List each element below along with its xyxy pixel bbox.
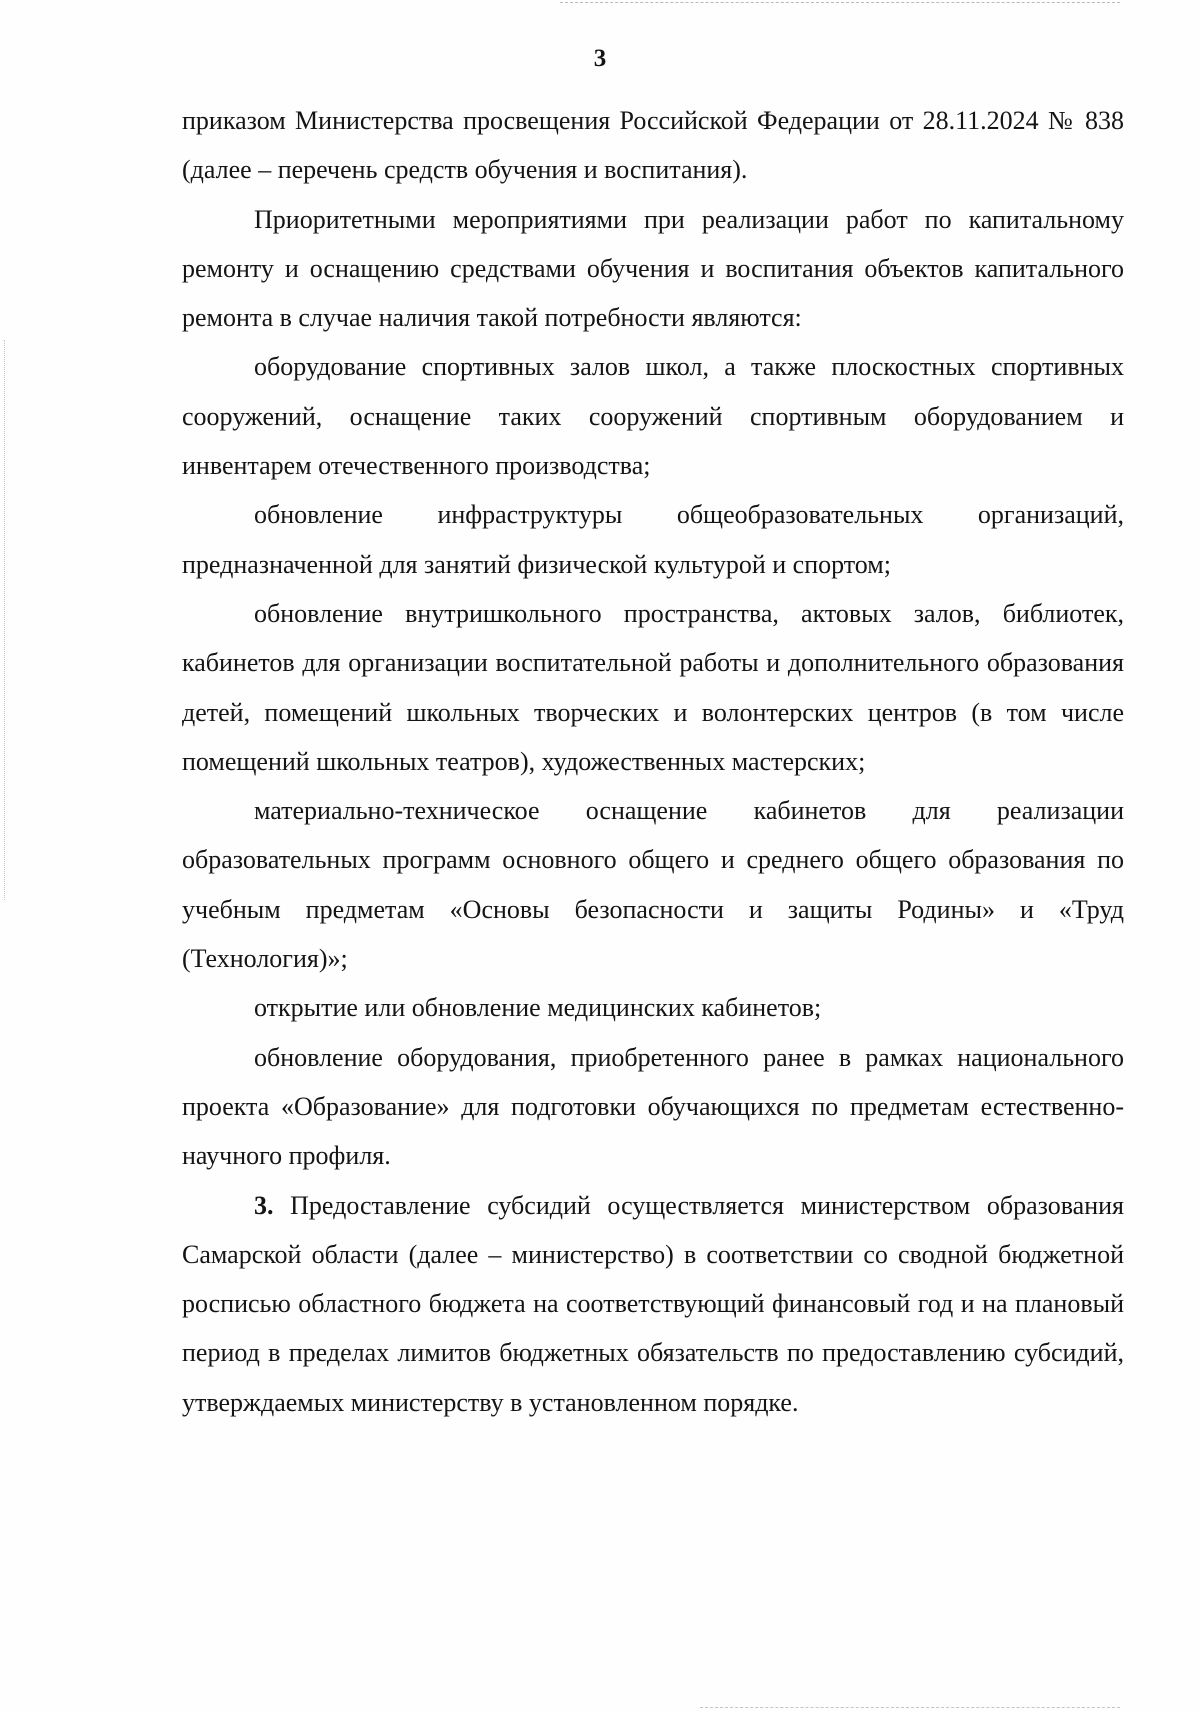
list-item-medical-offices: открытие или обновление медицинских кабинетов; — [254, 993, 822, 1023]
list-item-sports-infrastructure: обновление инфраструктуры общеобразовательных организаций, предназначенной для занятий физической культурой и спортом; — [182, 500, 1124, 579]
section-number: 3. — [254, 1190, 274, 1220]
page-number: 3 — [593, 45, 607, 72]
section-3-text: Предоставление субсидий осуществляется министерством образования Самарской области (далее – министерство) в соответствии со сводной бюджетной росписью областного бюджета на соответствующий финансовый год и на плановый период в пределах лимитов бюджетных обязательств по предоставлению субсидий, утверждаемых министерству в установленном порядке. — [182, 1190, 1124, 1417]
scan-edge-top — [560, 2, 1120, 3]
list-item-science-equipment: обновление оборудования, приобретенного ранее в рамках национального проекта «Образование» для подготовки обучающихся по предметам естественно-научного профиля. — [182, 1042, 1124, 1171]
paragraph-continuation: приказом Министерства просвещения Российской Федерации от 28.11.2024 № 838 (далее – перечень средств обучения и воспитания). — [182, 106, 1124, 185]
paragraph-priority-intro: Приоритетными мероприятиями при реализации работ по капитальному ремонту и оснащению средствами обучения и воспитания объектов капитального ремонта в случае наличия такой потребности являются: — [182, 204, 1124, 333]
scan-edge-bottom — [700, 1707, 1120, 1708]
section-3-paragraph — [182, 1181, 1124, 1427]
scan-edge-left — [4, 340, 5, 900]
list-item-sports-halls: оборудование спортивных залов школ, а также плоскостных спортивных сооружений, оснащение таких сооружений спортивным оборудованием и инвентарем отечественного производства; — [182, 352, 1124, 481]
list-item-school-spaces: обновление внутришкольного пространства, актовых залов, библиотек, кабинетов для организации воспитательной работы и дополнительного образования детей, помещений школьных творческих и волонтерских центров (в том числе помещений школьных театров), художественных мастерских; — [182, 598, 1124, 776]
list-item-equipment-classrooms: материально-техническое оснащение кабинетов для реализации образовательных программ основного общего и среднего общего образования по учебным предметам «Основы безопасности и защиты Родины» и «Труд (Технология)»; — [182, 796, 1124, 974]
document-body — [182, 96, 1124, 1427]
